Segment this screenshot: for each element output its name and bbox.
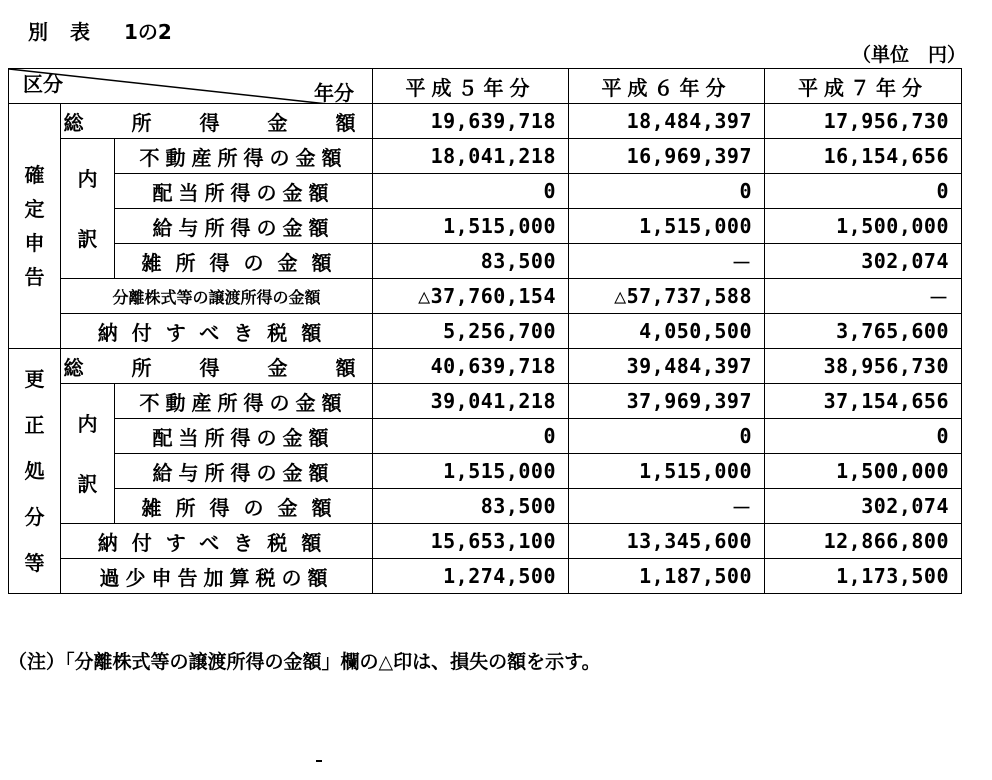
cell-value: 39,484,397 xyxy=(569,349,765,384)
cell-value: 0 xyxy=(373,174,569,209)
cell-value: 37,154,656 xyxy=(765,384,962,419)
cell-value: 1,515,000 xyxy=(373,454,569,489)
row-label: 雑所得の金額 xyxy=(115,489,373,524)
cell-value: 1,173,500 xyxy=(765,559,962,594)
table-row xyxy=(9,349,962,384)
table-row xyxy=(9,104,962,139)
table-row xyxy=(9,489,962,524)
group-kakutei: 確 定 申 告 xyxy=(9,104,61,349)
header-diagonal-cell xyxy=(9,69,373,104)
group-kosei: 更 正 処 分 等 xyxy=(9,349,61,594)
cell-value: 302,074 xyxy=(765,489,962,524)
cell-value: 37,969,397 xyxy=(569,384,765,419)
row-label: 総 所 得 金 額 xyxy=(61,104,373,139)
cell-value: 18,484,397 xyxy=(569,104,765,139)
cell-value: 1,515,000 xyxy=(569,454,765,489)
cell-value: 1,515,000 xyxy=(569,209,765,244)
cell-value: 18,041,218 xyxy=(373,139,569,174)
cell-value: △37,760,154 xyxy=(373,279,569,314)
row-label: 総 所 得 金 額 xyxy=(61,349,373,384)
stray-mark xyxy=(316,760,322,762)
cell-value: 38,956,730 xyxy=(765,349,962,384)
uchiwake-kosei: 内 訳 xyxy=(61,384,115,524)
cell-value: 3,765,600 xyxy=(765,314,962,349)
row-label: 給与所得の金額 xyxy=(115,209,373,244)
cell-value: 39,041,218 xyxy=(373,384,569,419)
table-row xyxy=(9,384,962,419)
cell-value: 4,050,500 xyxy=(569,314,765,349)
header-nenbun: 年分 xyxy=(314,81,355,104)
cell-value: 13,345,600 xyxy=(569,524,765,559)
cell-value: 1,500,000 xyxy=(765,454,962,489)
cell-value: 0 xyxy=(765,174,962,209)
document-title: 別 表 1の2 xyxy=(28,20,172,44)
row-label: 配当所得の金額 xyxy=(115,174,373,209)
cell-value: 0 xyxy=(569,419,765,454)
cell-value: 83,500 xyxy=(373,244,569,279)
row-label: 納付すべき税額 xyxy=(61,524,373,559)
cell-value: 19,639,718 xyxy=(373,104,569,139)
header-kubun: 区分 xyxy=(23,72,63,96)
cell-value: △57,737,588 xyxy=(569,279,765,314)
row-label: 雑所得の金額 xyxy=(115,244,373,279)
cell-value: 1,500,000 xyxy=(765,209,962,244)
cell-value: 1,515,000 xyxy=(373,209,569,244)
cell-value: － xyxy=(569,489,765,524)
footnote: （注）「分離株式等の譲渡所得の金額」欄の△印は、損失の額を示す。 xyxy=(8,651,601,673)
row-label: 納付すべき税額 xyxy=(61,314,373,349)
cell-value: 40,639,718 xyxy=(373,349,569,384)
table-row xyxy=(9,559,962,594)
cell-value: 16,154,656 xyxy=(765,139,962,174)
cell-value: 83,500 xyxy=(373,489,569,524)
row-label: 過少申告加算税の額 xyxy=(61,559,373,594)
table-row xyxy=(9,524,962,559)
cell-value: 302,074 xyxy=(765,244,962,279)
unit-label: （単位 円） xyxy=(851,44,966,66)
cell-value: － xyxy=(765,279,962,314)
table-row xyxy=(9,174,962,209)
cell-value: 17,956,730 xyxy=(765,104,962,139)
cell-value: 0 xyxy=(373,419,569,454)
cell-value: 0 xyxy=(569,174,765,209)
cell-value: 16,969,397 xyxy=(569,139,765,174)
uchiwake-kakutei: 内 訳 xyxy=(61,139,115,279)
cell-value: 5,256,700 xyxy=(373,314,569,349)
table-row xyxy=(9,419,962,454)
cell-value: － xyxy=(569,244,765,279)
year-header-h7: 平成７年分 xyxy=(765,69,962,104)
cell-value: 0 xyxy=(765,419,962,454)
year-header-h5: 平成５年分 xyxy=(373,69,569,104)
cell-value: 1,187,500 xyxy=(569,559,765,594)
table-row xyxy=(9,139,962,174)
table-row xyxy=(9,314,962,349)
cell-value: 1,274,500 xyxy=(373,559,569,594)
cell-value: 15,653,100 xyxy=(373,524,569,559)
row-label: 不動産所得の金額 xyxy=(115,384,373,419)
table-row xyxy=(9,454,962,489)
income-table xyxy=(8,68,962,594)
cell-value: 12,866,800 xyxy=(765,524,962,559)
table-row xyxy=(9,279,962,314)
header-row xyxy=(9,69,962,104)
table-row xyxy=(9,244,962,279)
row-label: 給与所得の金額 xyxy=(115,454,373,489)
row-label: 不動産所得の金額 xyxy=(115,139,373,174)
year-header-h6: 平成６年分 xyxy=(569,69,765,104)
table-row xyxy=(9,209,962,244)
row-label: 分離株式等の譲渡所得の金額 xyxy=(61,279,373,314)
row-label: 配当所得の金額 xyxy=(115,419,373,454)
